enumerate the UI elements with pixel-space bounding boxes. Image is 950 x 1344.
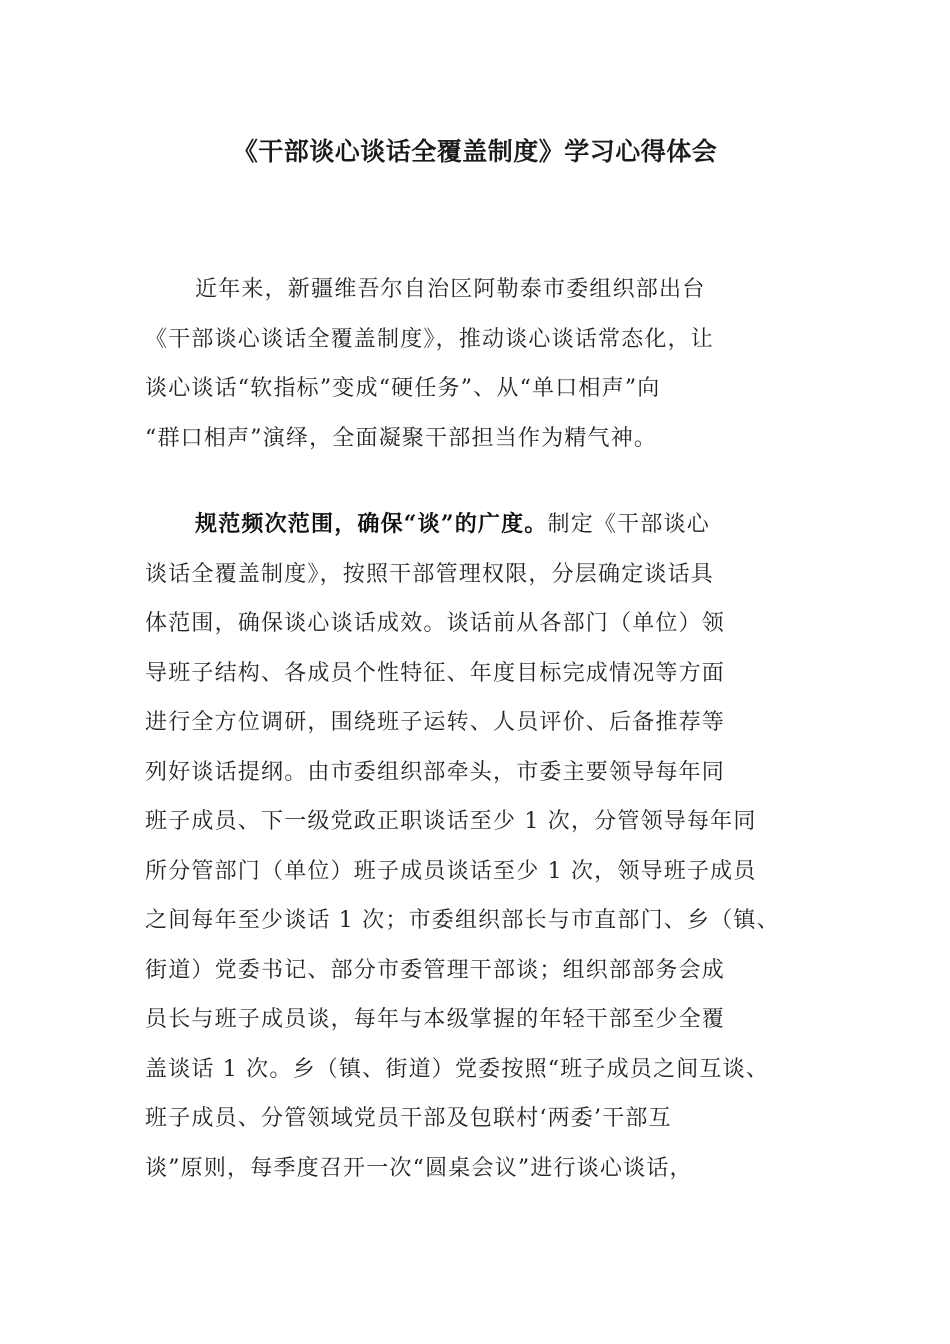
text-line: 体范围，确保谈心谈话成效。谈话前从各部门（单位）领 [145,611,726,636]
paragraph-frequency-scope [145,500,835,1193]
text-line: 员长与班子成员谈，每年与本级掌握的年轻干部至少全覆 [145,1007,726,1032]
text-line: 所分管部门（单位）班子成员谈话至少 1 次，领导班子成员 [145,858,757,884]
text-line: 街道）党委书记、部分市委管理干部谈；组织部部务会成 [145,957,726,983]
text-line: 谈”原则，每季度召开一次“圆桌会议”进行谈心谈话， [145,1155,693,1181]
text-line: “群口相声”演绎，全面凝聚干部担当作为精气神。 [145,425,658,451]
text-line [145,500,835,550]
text-fragment: 制定《干部谈心 [547,512,710,537]
text-line: 盖谈话 1 次。乡（镇、街道）党委按照“班子成员之间互谈、 [145,1056,770,1082]
text-line: 近年来，新疆维吾尔自治区阿勒泰市委组织部出台 [195,277,706,302]
paragraph-lead-heading: 规范频次范围，确保“谈”的广度。 [195,511,548,537]
text-line: 《干部谈心谈话全覆盖制度》，推动谈心谈话常态化，让 [145,326,715,352]
text-line: 进行全方位调研，围绕班子运转、人员评价、后备推荐等 [145,710,726,735]
paragraph-intro [145,265,835,463]
text-line: 谈话全覆盖制度》，按照干部管理权限，分层确定谈话具 [145,561,715,587]
text-line: 谈心谈话“软指标”变成“硬任务”、从“单口相声”向 [145,376,661,401]
text-line: 导班子结构、各成员个性特征、年度目标完成情况等方面 [145,660,726,686]
text-line: 列好谈话提纲。由市委组织部牵头，市委主要领导每年同 [145,759,726,785]
document-title: 《干部谈心谈话全覆盖制度》学习心得体会 [232,137,718,166]
text-line: 之间每年至少谈话 1 次；市委组织部长与市直部门、乡（镇、 [145,908,780,933]
text-line: 班子成员、分管领域党员干部及包联村‘两委’干部互 [145,1106,672,1131]
text-line: 班子成员、下一级党政正职谈话至少 1 次，分管领导每年同 [145,809,757,834]
